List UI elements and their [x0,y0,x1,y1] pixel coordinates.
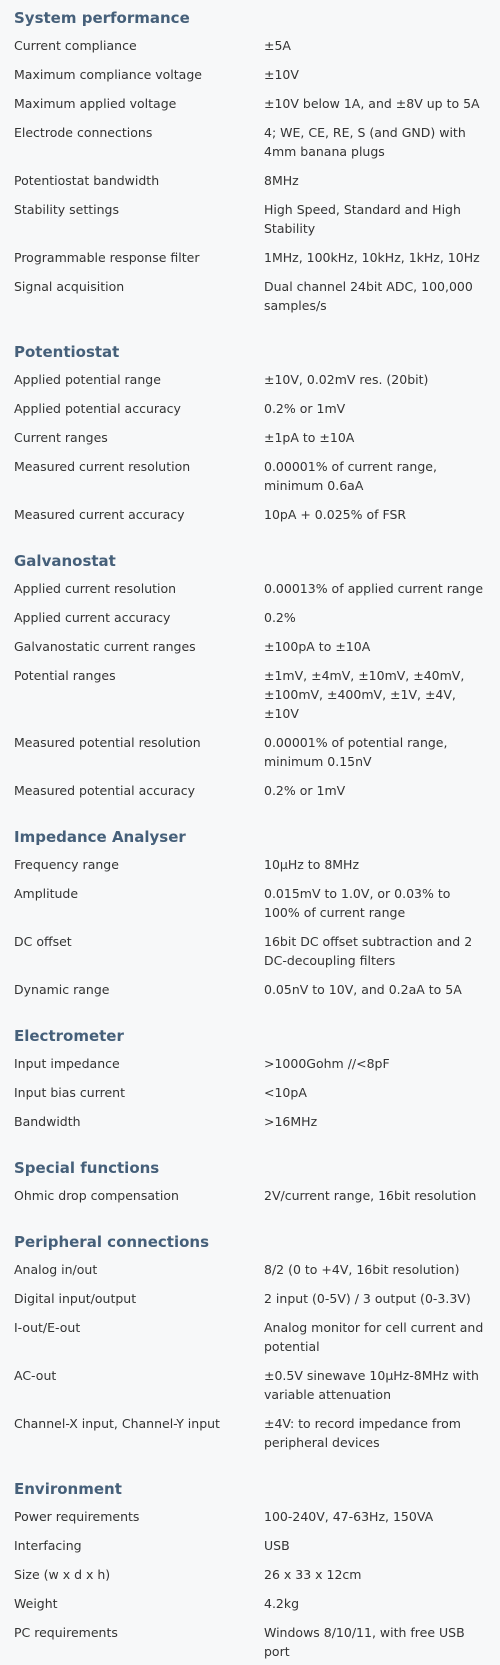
spec-row [14,36,486,55]
spec-row [14,248,486,267]
spec-label: Current compliance [14,38,137,53]
spec-value: 2V/current range, 16bit resolution [264,1188,477,1203]
spec-row [14,1289,486,1308]
spec-value: ±1pA to ±10A [264,430,355,445]
spec-value: High Speed, Standard and High Stability [264,202,461,236]
spec-label: DC offset [14,934,72,949]
spec-row [14,1318,486,1356]
spec-row [14,579,486,598]
spec-value: 0.2% [264,610,296,625]
spec-row [14,399,486,418]
spec-value: 2 input (0-5V) / 3 output (0-3.3V) [264,1291,471,1306]
spec-label: Measured current accuracy [14,507,185,522]
spec-row [14,1565,486,1584]
spec-row [14,1507,486,1526]
spec-value: ±0.5V sinewave 10µHz-8MHz with variable attenuation [264,1368,479,1402]
spec-row [14,1083,486,1102]
spec-label: Input bias current [14,1085,125,1100]
spec-label: Input impedance [14,1056,120,1071]
spec-label: Galvanostatic current ranges [14,639,196,654]
spec-value: >1000Gohm //<8pF [264,1056,390,1071]
spec-row [14,1414,486,1452]
spec-section [14,543,486,800]
spec-section [14,1224,486,1452]
spec-row [14,1112,486,1131]
spec-row [14,1536,486,1555]
spec-label: Frequency range [14,857,119,872]
spec-value: 10pA + 0.025% of FSR [264,507,407,522]
spec-label: Maximum applied voltage [14,96,177,111]
spec-label: Applied potential accuracy [14,401,181,416]
spec-section [14,1018,486,1131]
spec-value: ±5A [264,38,291,53]
spec-label: Channel-X input, Channel-Y input [14,1416,220,1431]
spec-label: Digital input/output [14,1291,137,1306]
spec-value: 1MHz, 100kHz, 10kHz, 1kHz, 10Hz [264,250,480,265]
spec-value: 4.2kg [264,1596,300,1611]
section-title: Environment [14,1480,122,1498]
spec-row [14,932,486,970]
spec-value: ±100pA to ±10A [264,639,371,654]
spec-row [14,94,486,113]
spec-section [14,819,486,999]
spec-value: 16bit DC offset subtraction and 2 DC-decoupling filters [264,934,473,968]
spec-value: 8MHz [264,173,299,188]
spec-row [14,855,486,874]
spec-row [14,171,486,190]
spec-value: 0.2% or 1mV [264,783,346,798]
spec-row [14,980,486,999]
spec-label: Power requirements [14,1509,140,1524]
spec-row [14,1366,486,1404]
spec-row [14,637,486,656]
spec-value: 0.00013% of applied current range [264,581,484,596]
spec-row [14,884,486,922]
spec-value: 0.015mV to 1.0V, or 0.03% to 100% of current range [264,886,451,920]
spec-value: ±4V: to record impedance from peripheral devices [264,1416,461,1450]
spec-value: Analog monitor for cell current and potential [264,1320,484,1354]
section-title: Electrometer [14,1027,124,1045]
spec-value: 0.05nV to 10V, and 0.2aA to 5A [264,982,462,997]
spec-row [14,200,486,238]
spec-label: PC requirements [14,1625,118,1640]
spec-row [14,1054,486,1073]
spec-label: Ohmic drop compensation [14,1188,179,1203]
spec-section [14,334,486,524]
spec-label: Potential ranges [14,668,116,683]
spec-label: Potentiostat bandwidth [14,173,160,188]
spec-section [14,1471,486,1661]
spec-value: ±10V below 1A, and ±8V up to 5A [264,96,480,111]
spec-label: Programmable response filter [14,250,200,265]
spec-label: Interfacing [14,1538,82,1553]
spec-value: USB [264,1538,290,1553]
spec-value: 4; WE, CE, RE, S (and GND) with 4mm banana plugs [264,125,466,159]
spec-label: AC-out [14,1368,57,1383]
spec-value: ±1mV, ±4mV, ±10mV, ±40mV, ±100mV, ±400mV, ±1V, ±4V, ±10V [264,668,465,721]
spec-value: 10µHz to 8MHz [264,857,360,872]
spec-row [14,65,486,84]
spec-value: ±10V, 0.02mV res. (20bit) [264,372,429,387]
section-title: Galvanostat [14,552,116,570]
spec-label: Applied current accuracy [14,610,171,625]
spec-row [14,457,486,495]
spec-label: Size (w x d x h) [14,1567,111,1582]
spec-row [14,733,486,771]
spec-value: 8/2 (0 to +4V, 16bit resolution) [264,1262,460,1277]
spec-label: Applied current resolution [14,581,177,596]
spec-value: 0.2% or 1mV [264,401,346,416]
spec-value: ±10V [264,67,299,82]
spec-label: Electrode connections [14,125,153,140]
spec-value: Dual channel 24bit ADC, 100,000 samples/s [264,279,473,313]
spec-value: >16MHz [264,1114,318,1129]
spec-label: Dynamic range [14,982,110,997]
spec-row [14,123,486,161]
spec-row [14,1594,486,1613]
spec-label: Measured current resolution [14,459,191,474]
spec-section [14,0,486,315]
spec-row [14,781,486,800]
spec-section [14,1150,486,1205]
spec-label: Maximum compliance voltage [14,67,202,82]
spec-label: Stability settings [14,202,119,217]
spec-row [14,1260,486,1279]
section-title: Potentiostat [14,343,120,361]
spec-label: Current ranges [14,430,108,445]
section-title: Peripheral connections [14,1233,210,1251]
spec-row [14,505,486,524]
spec-label: Bandwidth [14,1114,81,1129]
spec-row [14,428,486,447]
spec-label: Measured potential accuracy [14,783,196,798]
spec-row [14,1623,486,1661]
spec-row [14,666,486,723]
spec-label: Signal acquisition [14,279,125,294]
spec-label: Applied potential range [14,372,161,387]
spec-value: <10pA [264,1085,307,1100]
section-title: System performance [14,9,190,27]
spec-value: 100-240V, 47-63Hz, 150VA [264,1509,434,1524]
spec-value: 26 x 33 x 12cm [264,1567,362,1582]
spec-row [14,1186,486,1205]
spec-label: Measured potential resolution [14,735,201,750]
section-title: Impedance Analyser [14,828,186,846]
spec-value: 0.00001% of current range, minimum 0.6aA [264,459,437,493]
spec-label: Amplitude [14,886,79,901]
spec-row [14,277,486,315]
spec-label: I-out/E-out [14,1320,81,1335]
spec-value: Windows 8/10/11, with free USB port [264,1625,465,1659]
spec-row [14,608,486,627]
spec-row [14,370,486,389]
spec-label: Analog in/out [14,1262,98,1277]
section-title: Special functions [14,1159,160,1177]
spec-label: Weight [14,1596,58,1611]
spec-value: 0.00001% of potential range, minimum 0.15nV [264,735,448,769]
